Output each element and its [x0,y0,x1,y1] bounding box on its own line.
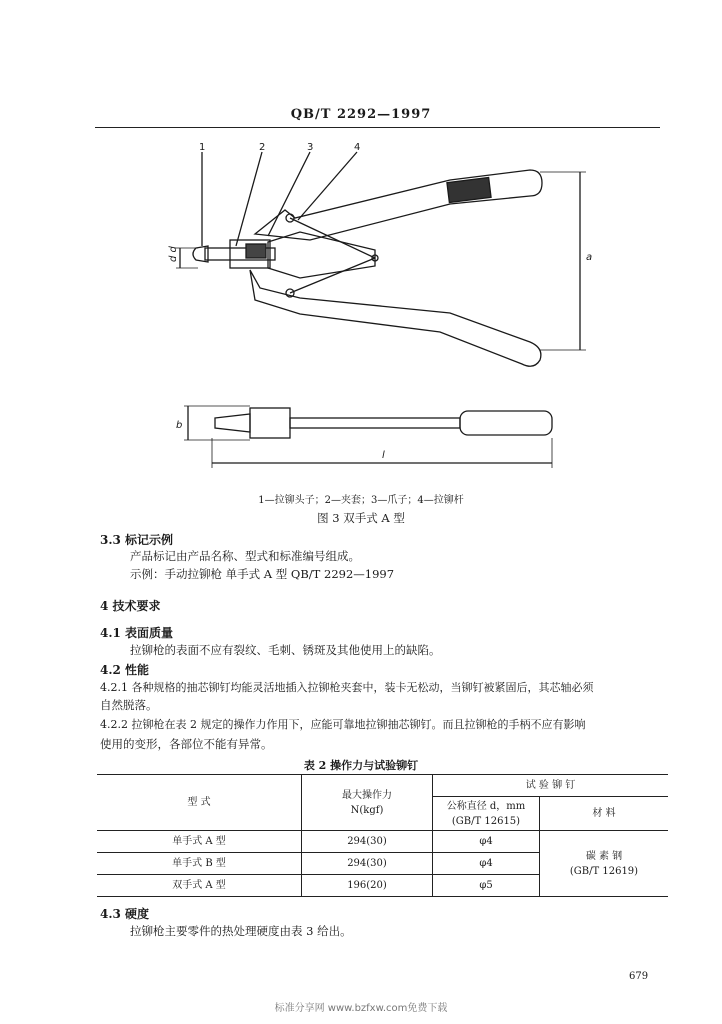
table-cell-type: 单手式 A 型 [97,831,302,853]
pull-rod-body [268,232,375,278]
section-4-2-1-line1: 4.2.1 各种规格的抽芯铆钉均能灵活地插入拉铆枪夹套中，装卡无松动，当铆钉被紧固后，其芯轴必须 [100,681,594,694]
figure-legend: 1—拉铆头子；2—夹套；3—爪子；4—拉铆杆 [258,495,464,506]
page-number: 679 [629,971,649,982]
table-header-diameter-line2: (GB/T 12615) [451,815,521,827]
table-cell-material-line1: 碳 素 钢 [585,850,623,862]
riveter-technical-drawing [150,138,620,483]
plan-body [290,418,460,428]
header-rule [95,127,660,128]
table-header-type: 型 式 [97,775,302,831]
table-header-material: 材 料 [540,797,669,831]
link-upper [290,218,375,258]
plan-head [250,408,290,438]
table-header-diameter-line1: 公称直径 d，mm [446,800,526,812]
plan-handle [460,411,552,435]
table-header-rivet: 试 验 铆 钉 [433,775,669,797]
section-4-2-2-line2: 使用的变形，各部位不能有异常。 [100,737,273,751]
upper-handle-grip [447,178,491,203]
callout-label-4: 4 [354,142,361,153]
section-3-3-line2: 示例：手动拉铆枪 单手式 A 型 QB/T 2292—1997 [130,567,395,581]
footer-watermark: 标准分享网 www.bzfxw.com免费下载 [274,1003,448,1014]
table-header-force [302,775,433,831]
link-lower [290,258,375,293]
callout-label-1: 1 [199,142,206,153]
section-4-3-text: 拉铆枪主要零件的热处理硬度由表 3 给出。 [130,924,352,938]
section-4-2-2-line1: 4.2.2 拉铆枪在表 2 规定的操作力作用下，应能可靠地拉铆抽芯铆钉。而且拉铆枪的手柄不应有影响 [100,718,586,731]
table-cell-force: 294(30) [302,853,433,875]
table-cell-diameter: φ4 [433,831,540,853]
dim-label-b: b [176,420,183,431]
table-2-title: 表 2 操作力与试验铆钉 [303,759,419,772]
table-2 [97,774,668,897]
dim-label-dd: d d [168,246,179,262]
upper-handle [255,170,542,240]
jaw-hatched [246,244,266,258]
table-cell-material-line2: (GB/T 12619) [569,865,639,877]
section-4-heading: 4 技术要求 [100,599,161,613]
section-4-2-heading: 4.2 性能 [100,663,150,677]
section-4-1-heading: 4.1 表面质量 [100,626,174,640]
figure-caption: 图 3 双手式 A 型 [317,511,405,525]
table-cell-force: 294(30) [302,831,433,853]
table-cell-type: 双手式 A 型 [97,875,302,897]
table-header-force-line1: 最大操作力 [342,789,392,801]
table-cell-material [540,831,669,897]
plan-nose [215,414,250,432]
callout-leader-3 [268,152,310,236]
table-cell-force: 196(20) [302,875,433,897]
table-header-diameter [433,797,540,831]
table-cell-diameter: φ4 [433,853,540,875]
section-3-3-line1: 产品标记由产品名称、型式和标准编号组成。 [130,549,360,563]
callout-label-3: 3 [307,142,314,153]
table-row [97,831,668,853]
table-cell-type: 单手式 B 型 [97,853,302,875]
table-header-force-line2: N(kgf) [350,804,384,816]
section-4-2-1-line2: 自然脱落。 [100,698,158,712]
callout-label-2: 2 [259,142,266,153]
section-3-3-heading: 3.3 标记示例 [100,533,174,547]
table-cell-diameter: φ5 [433,875,540,897]
section-4-3-heading: 4.3 硬度 [100,907,150,921]
dim-label-l: l [382,450,385,461]
lower-handle [250,270,541,366]
section-4-1-text: 拉铆枪的表面不应有裂纹、毛刺、锈斑及其他使用上的缺陷。 [130,643,441,657]
standard-code-header: QB/T 2292—1997 [290,107,432,122]
dim-label-a: a [586,252,593,263]
